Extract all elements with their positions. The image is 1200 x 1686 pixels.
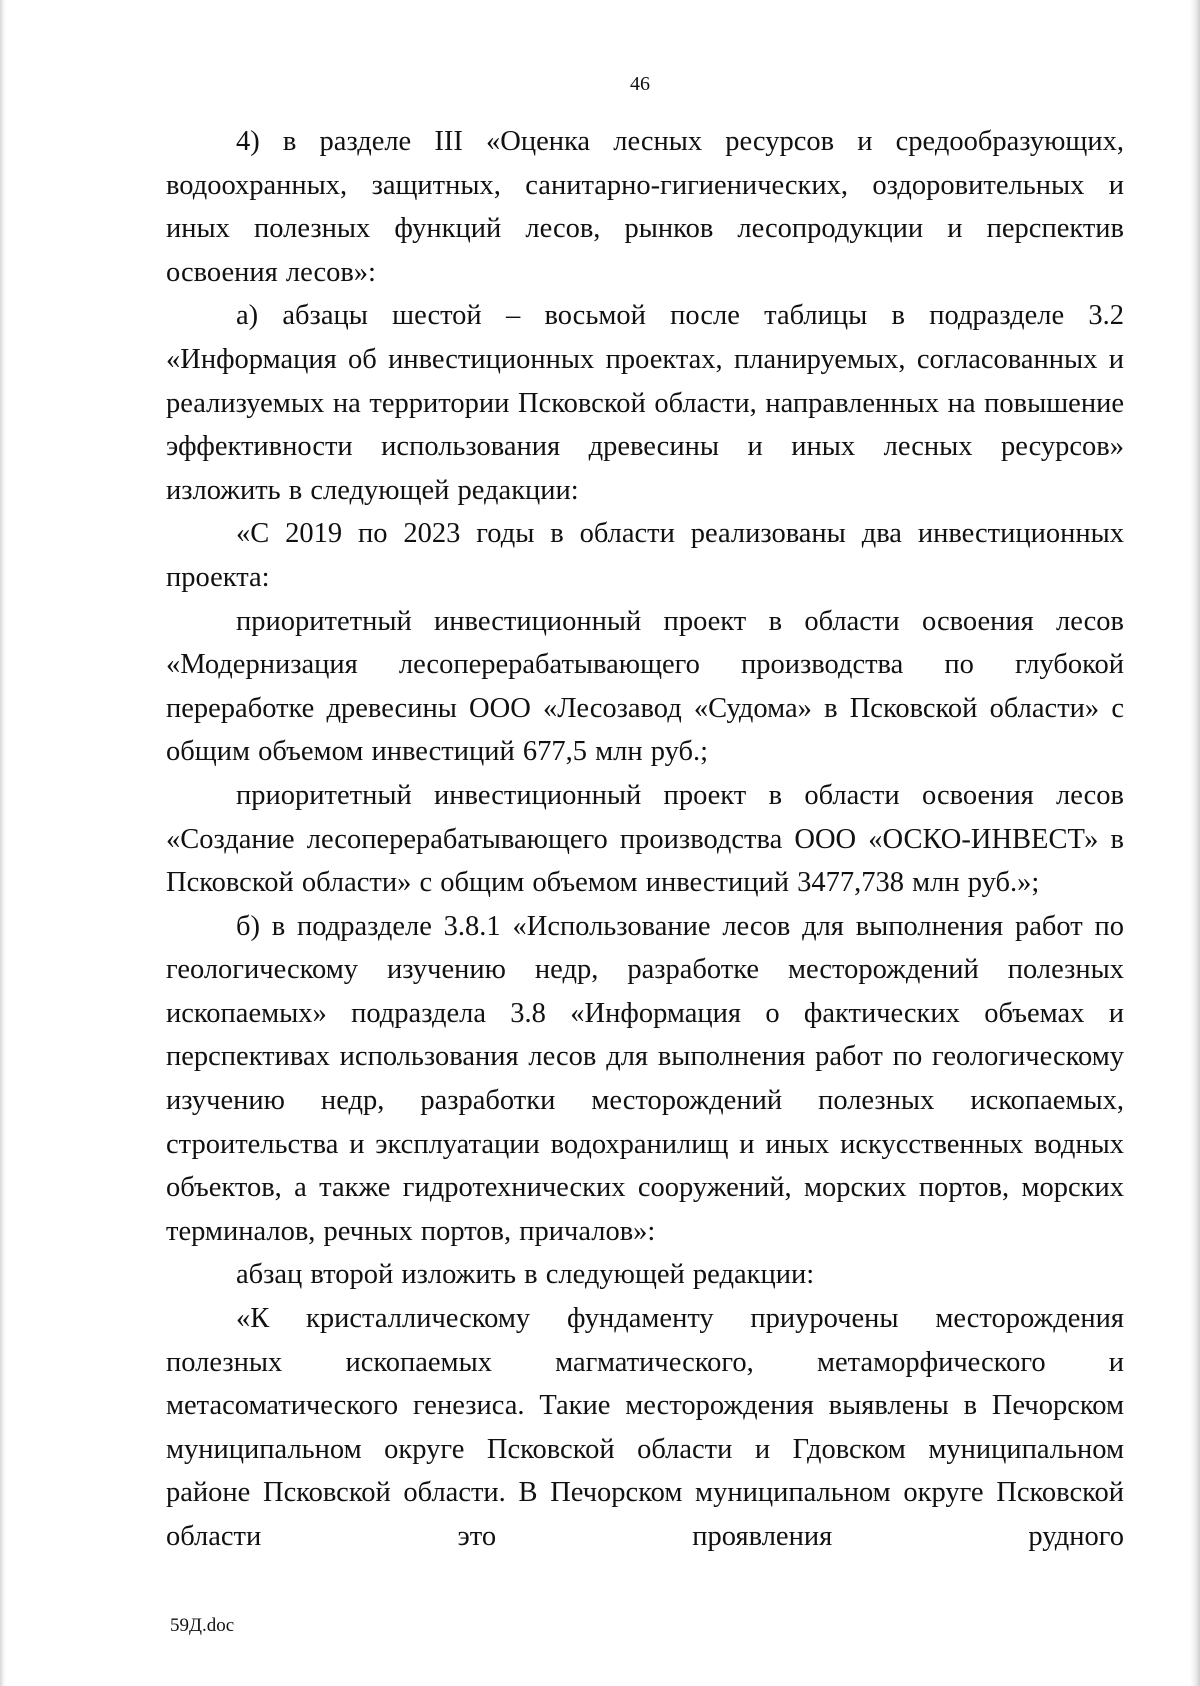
page-number: 46 [630,73,650,95]
paragraph-item-a: а) абзацы шестой – восьмой после таблицы в подразделе 3.2 «Информация об инвестиционных проектах, планируемых, согласованных и реализуемых на территории Псковской области, направленных на повышение эффективности использования древесины и иных лесных ресурсов» изложить в следующей редакции: [166,300,1124,506]
paragraph-crystalline-foundation: «К кристаллическому фундаменту приурочены месторождения полезных ископаемых магматического, метаморфического и метасоматического генезиса. Такие месторождения выявлены в Печорском муниципальном округе Псковской области и Гдовском муниципальном районе Псковской области. В Печорском муниципальном округе Псковской области это проявления рудного [166,1303,1124,1552]
paragraph-second-abzac: абзац второй изложить в следующей редакции: [236,1259,815,1291]
paragraph-item-b: б) в подразделе 3.8.1 «Использование лесов для выполнения работ по геологическому изучению недр, разработке месторождений полезных ископаемых» подраздела 3.8 «Информация о фактических объемах и перспективах использования лесов для выполнения работ по геологическому изучению недр, разработки месторождений полезных ископаемых, строительства и эксплуатации водохранилищ и иных искусственных водных объектов, а также гидротехнических сооружений, морских портов, морских терминалов, речных портов, причалов»: [166,910,1124,1247]
paragraph-project-osko-invest: приоритетный инвестиционный проект в области освоения лесов «Создание лесоперерабатывающего производства ООО «ОСКО-ИНВЕСТ» в Псковской области» с общим объемом инвестиций 3477,738 млн руб.»; [166,779,1124,899]
paragraph-section-3-intro: 4) в разделе III «Оценка лесных ресурсов и средообразующих, водоохранных, защитных, санитарно-гигиенических, оздоровительных и иных полезных функций лесов, рынков лесопродукции и перспектив освоения лесов»: [166,126,1124,288]
scan-edge-right [1190,0,1200,1686]
footer-filename: 59Д.doc [170,1615,235,1636]
scan-edge-left [0,0,6,1686]
document-body [166,120,1124,1559]
paragraph-project-sudoma: приоритетный инвестиционный проект в области освоения лесов «Модернизация лесоперерабатывающего производства по глубокой переработке древесины ООО «Лесозавод «Судома» в Псковской области» с общим объемом инвестиций 677,5 млн руб.; [166,605,1124,768]
paragraph-quote-investment-projects: «С 2019 по 2023 годы в области реализованы два инвестиционных проекта: [166,518,1124,593]
